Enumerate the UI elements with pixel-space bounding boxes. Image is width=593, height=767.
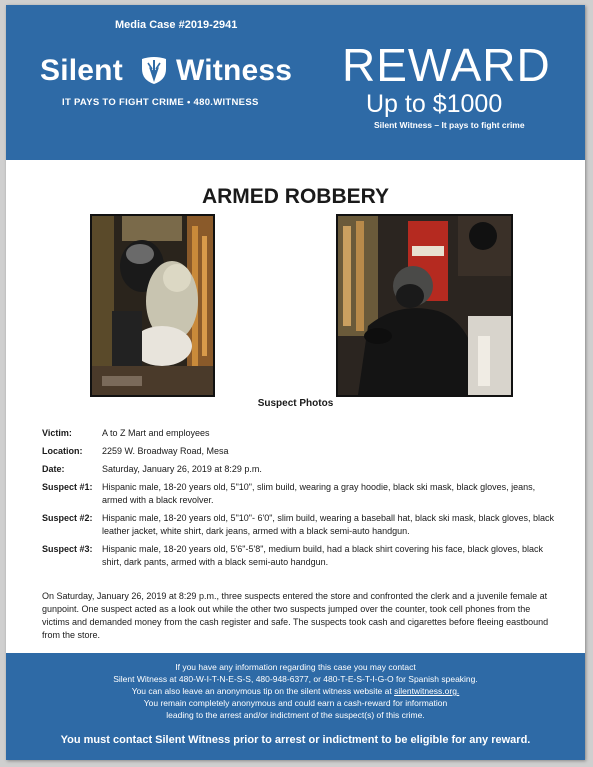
contact-line: You remain completely anonymous and could earn a cash-reward for information	[143, 698, 448, 708]
detail-row-suspect-3	[42, 543, 562, 569]
footer-banner	[6, 653, 585, 760]
detail-row-suspect-1	[42, 481, 562, 507]
detail-label: Date:	[42, 464, 65, 474]
reward-tagline: Silent Witness – It pays to fight crime	[374, 120, 525, 130]
logo-tagline: IT PAYS TO FIGHT CRIME • 480.WITNESS	[62, 97, 259, 108]
header-banner	[6, 5, 585, 160]
surveillance-image-1	[92, 216, 213, 395]
suspect-photo-2	[336, 214, 513, 397]
case-details	[42, 427, 562, 574]
surveillance-image-2	[338, 216, 511, 395]
logo-text-silent: Silent	[40, 54, 123, 87]
detail-value: Hispanic male, 18-20 years old, 5"10", slim build, wearing a gray hoodie, black ski mask, black gloves, jeans, armed with a black revolver.	[102, 482, 536, 505]
website-text: You can also leave an anonymous tip on the silent witness website at	[131, 686, 395, 696]
website-link[interactable]: silentwitness.org.	[394, 686, 460, 696]
detail-row-location	[42, 445, 562, 458]
page-title: ARMED ROBBERY	[201, 185, 390, 208]
detail-label: Suspect #2:	[42, 513, 93, 523]
detail-value: Hispanic male, 18-20 years old, 5'6"-5'8", medium build, had a black shirt covering his face, black gloves, black shirt, dark pants, armed with a black semi-auto handgun.	[102, 544, 544, 567]
reward-title: REWARD	[342, 39, 551, 91]
detail-value: Saturday, January 26, 2019 at 8:29 p.m.	[102, 464, 262, 474]
suspect-photo-1	[90, 214, 215, 397]
contact-line: If you have any information regarding this case you may contact	[175, 662, 416, 672]
detail-row-suspect-2	[42, 512, 562, 538]
photos-caption: Suspect Photos	[257, 398, 334, 409]
flyer-page	[6, 5, 585, 760]
reward-eligibility-notice: You must contact Silent Witness prior to arrest or indictment to be eligible for any reward.	[60, 734, 531, 746]
silent-witness-logo	[40, 54, 293, 88]
contact-line: Silent Witness at 480-W-I-T-N-E-S-S, 480-948-6377, or 480-T-E-S-T-I-G-O for Spanish speaking.	[113, 674, 478, 684]
shield-emblem-icon	[140, 55, 168, 85]
reward-amount: Up to $1000	[366, 90, 503, 118]
detail-value: 2259 W. Broadway Road, Mesa	[102, 446, 229, 456]
detail-label: Victim:	[42, 428, 72, 438]
contact-info	[6, 661, 585, 721]
incident-narrative: On Saturday, January 26, 2019 at 8:29 p.m., three suspects entered the store and confronted the clerk and a juvenile female at gunpoint. One suspect acted as a look out while the other two suspects jumped over the counter, took cell phones from the victims and demanded money from the cash register and safe. The suspects took cash and cigarettes before fleeing eastbound from the store.	[42, 591, 549, 640]
detail-value: Hispanic male, 18-20 years old, 5"10"- 6'0", slim build, wearing a baseball hat, black ski mask, black gloves, black leather jacket, white shirt, dark jeans, armed with a black semi-auto handgun.	[102, 513, 555, 536]
media-case-number: Media Case #2019-2941	[115, 19, 238, 31]
logo-text-witness: Witness	[176, 54, 293, 87]
detail-label: Suspect #1:	[42, 482, 93, 492]
detail-row-date	[42, 463, 562, 476]
contact-line	[6, 685, 585, 697]
detail-label: Suspect #3:	[42, 544, 93, 554]
detail-label: Location:	[42, 446, 83, 456]
contact-line: leading to the arrest and/or indictment of the suspect(s) of this crime.	[166, 710, 425, 720]
detail-value: A to Z Mart and employees	[102, 428, 210, 438]
detail-row-victim	[42, 427, 562, 440]
